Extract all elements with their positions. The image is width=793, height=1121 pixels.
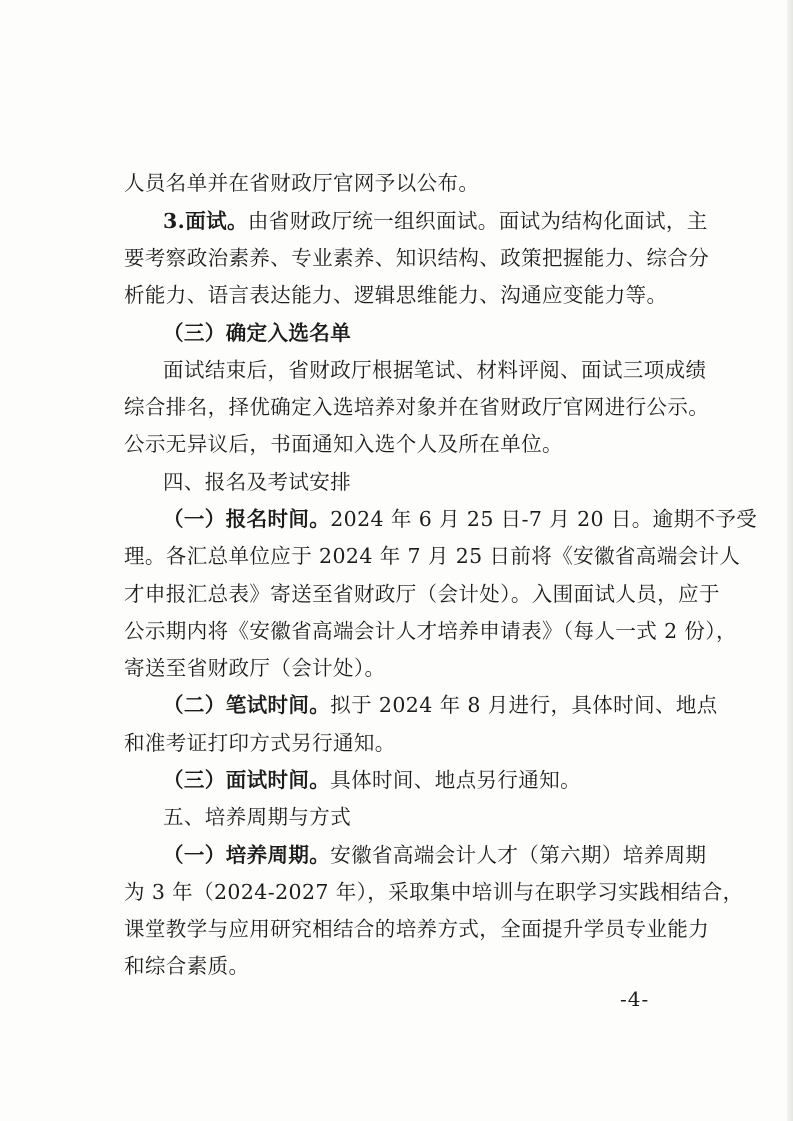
text-line (124, 616, 737, 646)
text-line (124, 392, 710, 422)
line-text: 公示无异议后，书面通知入选个人及所在单位。 (124, 432, 563, 456)
text-line (124, 579, 720, 609)
chapter-heading (163, 802, 694, 832)
line-text: 析能力、语言表达能力、逻辑思维能力、沟通应变能力等。 (124, 283, 668, 307)
line-text: 四、报名及考试安排 (163, 470, 352, 494)
line-text: 拟于 2024 年 8 月进行，具体时间、地点 (330, 693, 718, 717)
line-text: 2024 年 6 月 25 日-7 月 20 日。逾期不予受 (330, 507, 758, 531)
line-text: 寄送至省财政厅（会计处）。 (124, 656, 386, 680)
chapter-heading (163, 467, 694, 497)
line-lead: 3.面试。 (163, 209, 248, 233)
line-text: 面试结束后，省财政厅根据笔试、材料评阅、面试三项成绩 (163, 358, 707, 382)
line-lead: （一）报名时间。 (163, 507, 331, 531)
text-line (163, 355, 707, 385)
line-lead: （三）面试时间。 (163, 768, 331, 792)
text-line (124, 541, 741, 571)
text-line (124, 243, 710, 273)
line-lead: （二）笔试时间。 (163, 693, 331, 717)
line-text: 理。各汇总单位应于 2024 年 7 月 25 日前将《安徽省高端会计人 (124, 544, 741, 568)
line-lead: （一）培养周期。 (163, 843, 331, 867)
text-line (163, 690, 718, 720)
line-text: 公示期内将《安徽省高端会计人才培养申请表》（每人一式 2 份）， (124, 619, 737, 643)
line-text: 五、培养周期与方式 (163, 805, 352, 829)
line-text: 安徽省高端会计人才（第六期）培养周期 (330, 843, 707, 867)
line-text: 由省财政厅统一组织面试。面试为结构化面试，主 (247, 209, 708, 233)
section-heading (163, 318, 694, 348)
text-line (124, 728, 694, 758)
text-line (124, 280, 694, 310)
text-line (163, 840, 707, 870)
line-text: 综合排名，择优确定入选培养对象并在省财政厅官网进行公示。 (124, 395, 710, 419)
page-number: -4- (620, 987, 650, 1011)
line-text: 具体时间、地点另行通知。 (330, 768, 582, 792)
text-line (163, 206, 708, 236)
text-line (163, 504, 758, 534)
text-line (124, 168, 694, 198)
text-line (124, 877, 744, 907)
line-text: 课堂教学与应用研究相结合的培养方式，全面提升学员专业能力 (124, 917, 710, 941)
line-text: 才申报汇总表》寄送至省财政厅（会计处）。入围面试人员，应于 (124, 582, 720, 606)
line-text: 和准考证打印方式另行通知。 (124, 731, 396, 755)
line-text: 为 3 年（2024-2027 年），采取集中培训与在职学习实践相结合， (124, 880, 744, 904)
line-text: 要考察政治素养、专业素养、知识结构、政策把握能力、综合分 (124, 246, 710, 270)
line-text: 人员名单并在省财政厅官网予以公布。 (124, 171, 480, 195)
text-line (124, 429, 694, 459)
text-line (163, 765, 694, 795)
text-line (124, 653, 694, 683)
text-line (124, 914, 710, 944)
text-line (124, 951, 694, 981)
page-edge (787, 0, 793, 1121)
line-text: 和综合素质。 (124, 954, 250, 978)
line-lead: （三）确定入选名单 (163, 321, 352, 345)
